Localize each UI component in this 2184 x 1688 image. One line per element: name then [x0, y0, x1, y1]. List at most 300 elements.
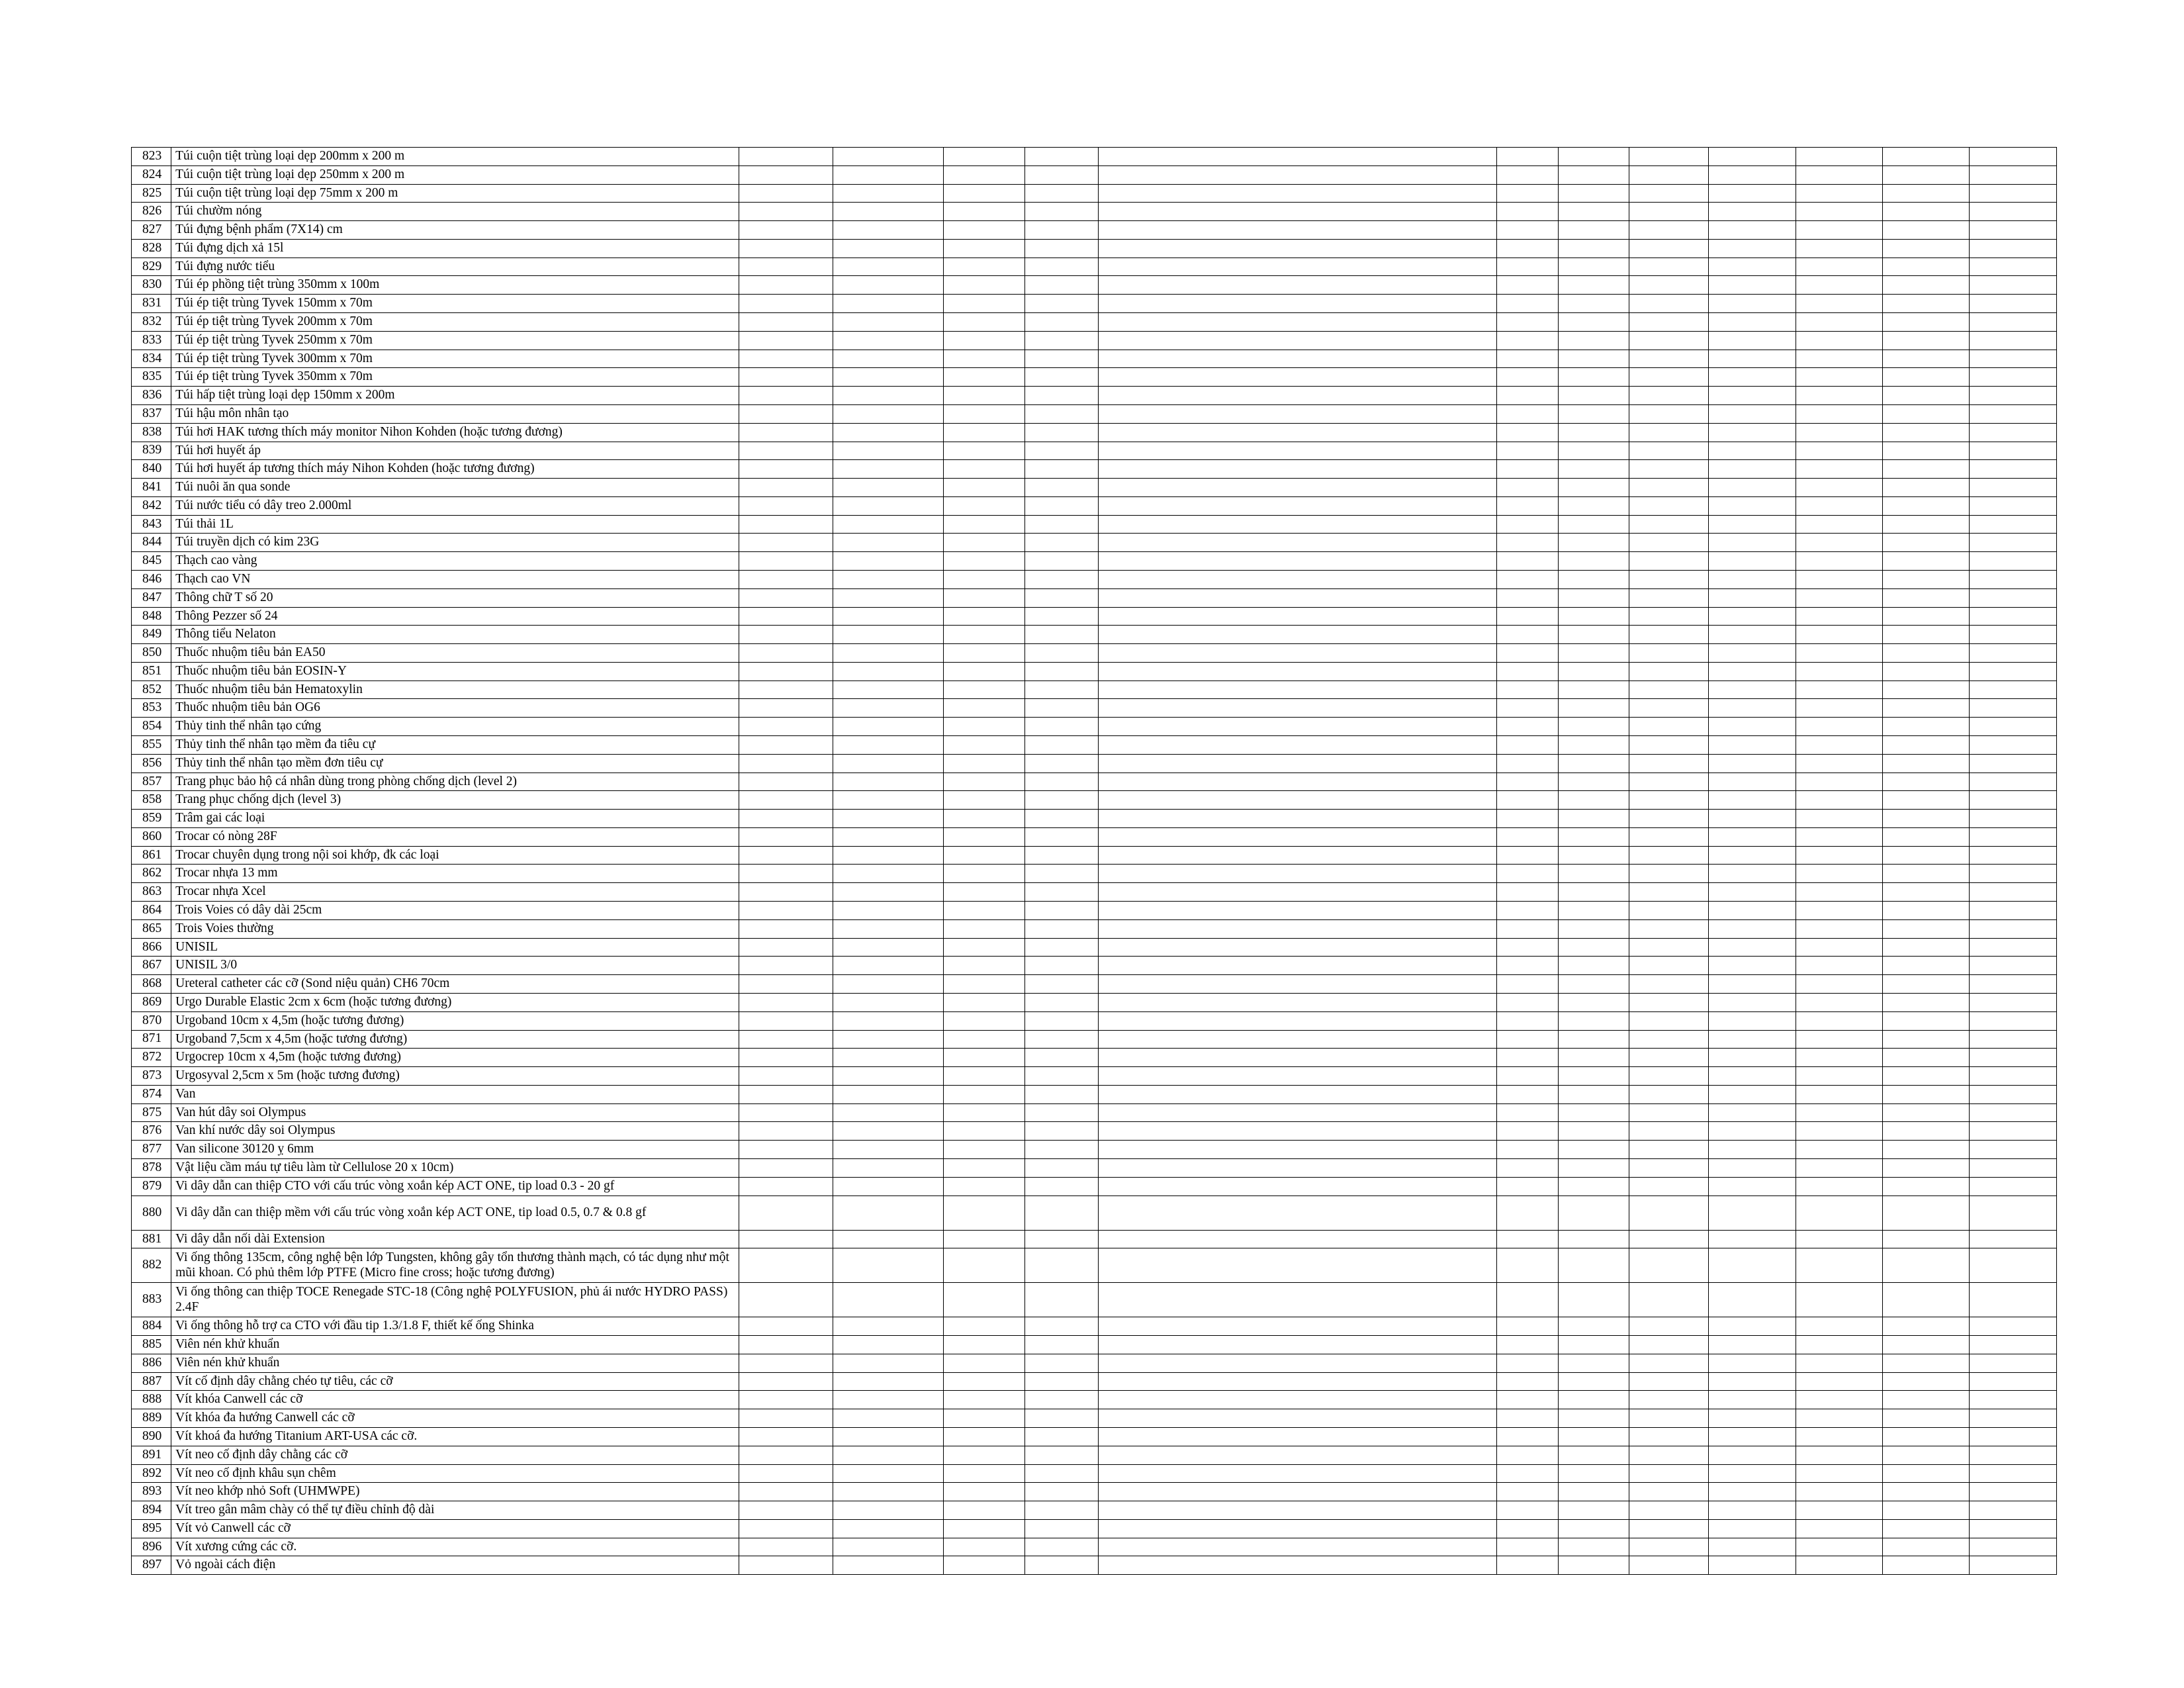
row-empty-cell [1496, 1122, 1559, 1141]
row-empty-cell [739, 1230, 833, 1248]
row-empty-cell [1796, 1248, 1882, 1283]
row-empty-cell [1099, 1538, 1496, 1556]
row-empty-cell [1970, 662, 2057, 680]
row-index: 831 [132, 295, 171, 313]
row-empty-cell [1709, 1538, 1796, 1556]
row-empty-cell [1559, 1446, 1629, 1464]
table-row [132, 865, 2057, 883]
row-empty-cell [1970, 1483, 2057, 1501]
row-empty-cell [833, 1446, 944, 1464]
row-empty-cell [833, 423, 944, 442]
row-empty-cell [944, 791, 1025, 810]
row-empty-cell [1970, 350, 2057, 368]
row-empty-cell [1496, 1067, 1559, 1086]
row-index: 892 [132, 1464, 171, 1483]
row-empty-cell [944, 1538, 1025, 1556]
row-empty-cell [833, 680, 944, 699]
row-empty-cell [1883, 479, 1970, 497]
table-row [132, 827, 2057, 846]
row-empty-cell [1099, 534, 1496, 552]
row-empty-cell [1099, 1103, 1496, 1122]
row-empty-cell [1099, 1483, 1496, 1501]
row-empty-cell [1099, 810, 1496, 828]
row-empty-cell [1883, 607, 1970, 626]
row-empty-cell [1883, 1464, 1970, 1483]
row-empty-cell [1629, 184, 1708, 203]
row-empty-cell [1559, 295, 1629, 313]
row-item-name [171, 1030, 739, 1049]
row-empty-cell [1709, 957, 1796, 975]
item-name-text: Vi ống thông 135cm, công nghệ bện lớp Tungsten, không gây tổn thương thành mạch, có tác dụng như một mũi khoan. Có phủ thêm lớp PTFE (Micro fine cross; hoặc tương đương) [175, 1250, 729, 1280]
row-empty-cell [944, 1230, 1025, 1248]
row-empty-cell [1099, 148, 1496, 166]
row-empty-cell [833, 1464, 944, 1483]
row-index: 885 [132, 1336, 171, 1354]
row-empty-cell [944, 718, 1025, 736]
row-empty-cell [833, 1122, 944, 1141]
row-empty-cell [1496, 368, 1559, 387]
row-index: 829 [132, 258, 171, 276]
row-item-name [171, 626, 739, 644]
row-empty-cell [739, 1391, 833, 1409]
row-empty-cell [1883, 442, 1970, 460]
row-item-name [171, 607, 739, 626]
row-empty-cell [1796, 460, 1882, 479]
row-empty-cell [739, 607, 833, 626]
row-index: 890 [132, 1428, 171, 1446]
row-empty-cell [833, 938, 944, 957]
row-empty-cell [1796, 680, 1882, 699]
row-empty-cell [1559, 773, 1629, 791]
row-empty-cell [1709, 1177, 1796, 1196]
row-empty-cell [1629, 276, 1708, 295]
row-empty-cell [1709, 1483, 1796, 1501]
row-empty-cell [1024, 919, 1098, 938]
row-empty-cell [833, 1391, 944, 1409]
row-empty-cell [1796, 239, 1882, 258]
row-empty-cell [1024, 460, 1098, 479]
row-empty-cell [1024, 1428, 1098, 1446]
row-empty-cell [833, 165, 944, 184]
item-name-text: UNISIL 3/0 [175, 958, 238, 972]
table-row [132, 496, 2057, 515]
row-item-name [171, 1501, 739, 1520]
item-name-text: Thủy tinh thể nhân tạo mềm đa tiêu cự [175, 737, 376, 751]
row-empty-cell [1559, 1538, 1629, 1556]
row-item-name [171, 736, 739, 755]
row-empty-cell [1024, 350, 1098, 368]
row-empty-cell [1970, 387, 2057, 405]
row-empty-cell [1099, 1519, 1496, 1538]
row-empty-cell [1883, 1283, 1970, 1317]
row-empty-cell [1559, 552, 1629, 571]
row-empty-cell [739, 1248, 833, 1283]
row-empty-cell [833, 1501, 944, 1520]
row-index: 833 [132, 331, 171, 350]
row-empty-cell [1629, 607, 1708, 626]
row-empty-cell [1796, 827, 1882, 846]
row-empty-cell [1496, 791, 1559, 810]
row-empty-cell [1496, 387, 1559, 405]
row-empty-cell [1970, 846, 2057, 865]
row-empty-cell [739, 239, 833, 258]
row-empty-cell [1559, 570, 1629, 588]
row-empty-cell [944, 1103, 1025, 1122]
row-empty-cell [1709, 295, 1796, 313]
row-empty-cell [1709, 791, 1796, 810]
row-empty-cell [1099, 1409, 1496, 1428]
row-empty-cell [1883, 570, 1970, 588]
row-empty-cell [1559, 1103, 1629, 1122]
row-empty-cell [1024, 1464, 1098, 1483]
row-empty-cell [1970, 680, 2057, 699]
row-empty-cell [944, 883, 1025, 902]
row-empty-cell [1629, 1446, 1708, 1464]
row-empty-cell [944, 773, 1025, 791]
row-empty-cell [1709, 165, 1796, 184]
row-empty-cell [1970, 1519, 2057, 1538]
row-empty-cell [1496, 1538, 1559, 1556]
row-item-name [171, 1538, 739, 1556]
row-empty-cell [1883, 295, 1970, 313]
row-empty-cell [739, 368, 833, 387]
row-item-name [171, 1067, 739, 1086]
row-empty-cell [1099, 1122, 1496, 1141]
row-empty-cell [1709, 479, 1796, 497]
row-empty-cell [1629, 1501, 1708, 1520]
row-empty-cell [1024, 680, 1098, 699]
item-name-text: Túi đựng dịch xả 15l [175, 240, 284, 255]
row-empty-cell [1709, 239, 1796, 258]
table-row [132, 1501, 2057, 1520]
item-name-text: Thuốc nhuộm tiêu bản OG6 [175, 700, 320, 715]
row-empty-cell [1883, 1501, 1970, 1520]
row-item-name [171, 1049, 739, 1067]
row-empty-cell [1099, 496, 1496, 515]
row-empty-cell [1796, 479, 1882, 497]
row-item-name [171, 1158, 739, 1177]
row-empty-cell [1709, 1336, 1796, 1354]
row-empty-cell [944, 1372, 1025, 1391]
row-empty-cell [1796, 570, 1882, 588]
row-empty-cell [1796, 1354, 1882, 1372]
row-empty-cell [1099, 846, 1496, 865]
row-empty-cell [1496, 1011, 1559, 1030]
row-empty-cell [1629, 350, 1708, 368]
row-empty-cell [944, 1196, 1025, 1230]
item-name-text: Vít khóa Canwell các cỡ [175, 1392, 303, 1407]
row-empty-cell [1796, 534, 1882, 552]
row-empty-cell [1559, 423, 1629, 442]
row-index: 861 [132, 846, 171, 865]
table-row [132, 295, 2057, 313]
row-empty-cell [1796, 404, 1882, 423]
row-empty-cell [1970, 1317, 2057, 1336]
row-item-name [171, 1391, 739, 1409]
row-empty-cell [1709, 1067, 1796, 1086]
row-empty-cell [833, 148, 944, 166]
row-empty-cell [833, 295, 944, 313]
row-empty-cell [1024, 239, 1098, 258]
row-index: 863 [132, 883, 171, 902]
row-empty-cell [1099, 644, 1496, 663]
table-row [132, 1283, 2057, 1317]
row-empty-cell [1024, 1556, 1098, 1575]
row-empty-cell [833, 479, 944, 497]
row-empty-cell [1559, 203, 1629, 221]
row-empty-cell [1883, 1519, 1970, 1538]
row-empty-cell [1629, 1283, 1708, 1317]
row-item-name [171, 718, 739, 736]
row-empty-cell [1099, 368, 1496, 387]
row-empty-cell [1796, 662, 1882, 680]
item-name-text: Túi hơi huyết áp tương thích máy Nihon Kohden (hoặc tương đương) [175, 461, 535, 476]
item-name-text: Túi hấp tiệt trùng loại dẹp 150mm x 200m [175, 388, 395, 402]
row-empty-cell [944, 1283, 1025, 1317]
row-empty-cell [1883, 148, 1970, 166]
row-empty-cell [1796, 1158, 1882, 1177]
row-empty-cell [944, 423, 1025, 442]
row-empty-cell [944, 331, 1025, 350]
row-empty-cell [1496, 479, 1559, 497]
item-name-text: Trang phục chống dịch (level 3) [175, 792, 341, 807]
row-empty-cell [833, 846, 944, 865]
row-item-name [171, 1336, 739, 1354]
row-empty-cell [833, 718, 944, 736]
row-empty-cell [1970, 1067, 2057, 1086]
table-row [132, 1158, 2057, 1177]
row-empty-cell [833, 442, 944, 460]
row-empty-cell [1024, 1538, 1098, 1556]
row-empty-cell [1796, 1464, 1882, 1483]
row-empty-cell [1629, 496, 1708, 515]
row-empty-cell [1883, 276, 1970, 295]
row-empty-cell [1629, 203, 1708, 221]
row-index: 860 [132, 827, 171, 846]
row-empty-cell [1709, 1049, 1796, 1067]
row-empty-cell [1629, 534, 1708, 552]
row-item-name [171, 662, 739, 680]
row-empty-cell [1883, 404, 1970, 423]
table-row [132, 902, 2057, 920]
row-empty-cell [1559, 1141, 1629, 1159]
row-empty-cell [1970, 295, 2057, 313]
row-empty-cell [1970, 588, 2057, 607]
row-empty-cell [1496, 331, 1559, 350]
row-empty-cell [1709, 276, 1796, 295]
row-empty-cell [1099, 515, 1496, 534]
row-empty-cell [1496, 534, 1559, 552]
row-empty-cell [1796, 644, 1882, 663]
item-name-text: Vít khóa đa hướng Canwell các cỡ [175, 1411, 355, 1425]
row-empty-cell [1024, 938, 1098, 957]
row-empty-cell [1883, 552, 1970, 571]
row-empty-cell [1024, 588, 1098, 607]
row-empty-cell [1883, 662, 1970, 680]
row-empty-cell [739, 1196, 833, 1230]
row-empty-cell [1709, 827, 1796, 846]
row-empty-cell [1970, 773, 2057, 791]
row-empty-cell [739, 1354, 833, 1372]
row-empty-cell [739, 919, 833, 938]
row-empty-cell [944, 239, 1025, 258]
row-empty-cell [1024, 1317, 1098, 1336]
row-empty-cell [1559, 1336, 1629, 1354]
row-item-name [171, 699, 739, 718]
row-empty-cell [1709, 718, 1796, 736]
row-empty-cell [944, 165, 1025, 184]
row-empty-cell [1099, 239, 1496, 258]
row-empty-cell [1970, 1391, 2057, 1409]
row-empty-cell [1099, 1446, 1496, 1464]
table-row [132, 1122, 2057, 1141]
row-empty-cell [1024, 331, 1098, 350]
row-empty-cell [1099, 791, 1496, 810]
row-empty-cell [1796, 588, 1882, 607]
row-empty-cell [833, 1141, 944, 1159]
row-empty-cell [1099, 680, 1496, 699]
row-empty-cell [1970, 827, 2057, 846]
row-empty-cell [1559, 699, 1629, 718]
row-index: 848 [132, 607, 171, 626]
row-empty-cell [1496, 736, 1559, 755]
row-empty-cell [1099, 1248, 1496, 1283]
row-empty-cell [833, 1519, 944, 1538]
row-empty-cell [1496, 276, 1559, 295]
row-empty-cell [1970, 865, 2057, 883]
row-empty-cell [1099, 442, 1496, 460]
row-empty-cell [1099, 736, 1496, 755]
row-empty-cell [1099, 1283, 1496, 1317]
row-item-name [171, 1354, 739, 1372]
row-empty-cell [739, 1409, 833, 1428]
table-row [132, 1483, 2057, 1501]
row-item-name [171, 644, 739, 663]
table-row [132, 1196, 2057, 1230]
row-item-name [171, 902, 739, 920]
row-index: 840 [132, 460, 171, 479]
row-empty-cell [1970, 368, 2057, 387]
row-empty-cell [1559, 1409, 1629, 1428]
row-empty-cell [944, 588, 1025, 607]
row-empty-cell [833, 957, 944, 975]
row-empty-cell [1970, 570, 2057, 588]
row-empty-cell [1796, 1336, 1882, 1354]
row-empty-cell [1709, 460, 1796, 479]
row-empty-cell [739, 1556, 833, 1575]
row-empty-cell [1796, 1283, 1882, 1317]
row-empty-cell [944, 515, 1025, 534]
item-name-text: Túi hậu môn nhân tạo [175, 406, 289, 420]
row-empty-cell [1559, 479, 1629, 497]
row-empty-cell [1496, 1085, 1559, 1103]
row-empty-cell [833, 276, 944, 295]
row-empty-cell [1099, 295, 1496, 313]
row-index: 884 [132, 1317, 171, 1336]
row-empty-cell [1496, 258, 1559, 276]
row-empty-cell [1970, 1556, 2057, 1575]
row-empty-cell [1883, 938, 1970, 957]
row-index: 858 [132, 791, 171, 810]
row-empty-cell [1559, 902, 1629, 920]
row-empty-cell [1970, 736, 2057, 755]
row-empty-cell [833, 1103, 944, 1122]
row-item-name [171, 1141, 739, 1159]
item-name-text: Vít neo cố định khâu sụn chêm [175, 1466, 336, 1480]
row-empty-cell [1709, 1248, 1796, 1283]
row-empty-cell [1629, 387, 1708, 405]
row-empty-cell [1883, 588, 1970, 607]
table-row [132, 1103, 2057, 1122]
row-empty-cell [1970, 644, 2057, 663]
row-item-name [171, 184, 739, 203]
row-empty-cell [1629, 883, 1708, 902]
row-empty-cell [1496, 1372, 1559, 1391]
row-empty-cell [1796, 1519, 1882, 1538]
row-empty-cell [1496, 1196, 1559, 1230]
row-empty-cell [1099, 221, 1496, 240]
row-empty-cell [1559, 1067, 1629, 1086]
row-index: 895 [132, 1519, 171, 1538]
row-empty-cell [739, 662, 833, 680]
row-empty-cell [1796, 736, 1882, 755]
row-empty-cell [944, 387, 1025, 405]
row-empty-cell [1559, 276, 1629, 295]
row-empty-cell [1629, 827, 1708, 846]
row-index: 889 [132, 1409, 171, 1428]
row-empty-cell [739, 626, 833, 644]
row-empty-cell [1796, 846, 1882, 865]
row-empty-cell [1709, 203, 1796, 221]
table-row [132, 203, 2057, 221]
item-name-text: Vít treo gân mâm chày có thể tự điều chỉnh độ dài [175, 1503, 435, 1517]
row-empty-cell [1970, 1030, 2057, 1049]
row-empty-cell [1796, 607, 1882, 626]
row-index: 832 [132, 313, 171, 332]
row-empty-cell [1099, 975, 1496, 994]
row-empty-cell [1024, 1049, 1098, 1067]
row-empty-cell [1024, 295, 1098, 313]
row-empty-cell [1629, 1158, 1708, 1177]
row-empty-cell [1629, 662, 1708, 680]
row-empty-cell [1629, 1538, 1708, 1556]
row-empty-cell [1629, 699, 1708, 718]
row-empty-cell [1559, 1158, 1629, 1177]
row-empty-cell [1629, 570, 1708, 588]
row-empty-cell [739, 827, 833, 846]
table-row [132, 1446, 2057, 1464]
row-item-name [171, 350, 739, 368]
row-empty-cell [1709, 773, 1796, 791]
row-empty-cell [1883, 496, 1970, 515]
row-empty-cell [1559, 184, 1629, 203]
table-row [132, 607, 2057, 626]
row-empty-cell [944, 276, 1025, 295]
table-row [132, 1372, 2057, 1391]
row-empty-cell [1559, 1372, 1629, 1391]
row-empty-cell [1559, 846, 1629, 865]
row-empty-cell [833, 1248, 944, 1283]
row-empty-cell [1629, 626, 1708, 644]
row-empty-cell [1099, 1556, 1496, 1575]
row-empty-cell [944, 148, 1025, 166]
table-row [132, 680, 2057, 699]
row-empty-cell [833, 699, 944, 718]
row-empty-cell [1496, 957, 1559, 975]
row-empty-cell [1629, 736, 1708, 755]
row-empty-cell [944, 1354, 1025, 1372]
row-empty-cell [944, 368, 1025, 387]
